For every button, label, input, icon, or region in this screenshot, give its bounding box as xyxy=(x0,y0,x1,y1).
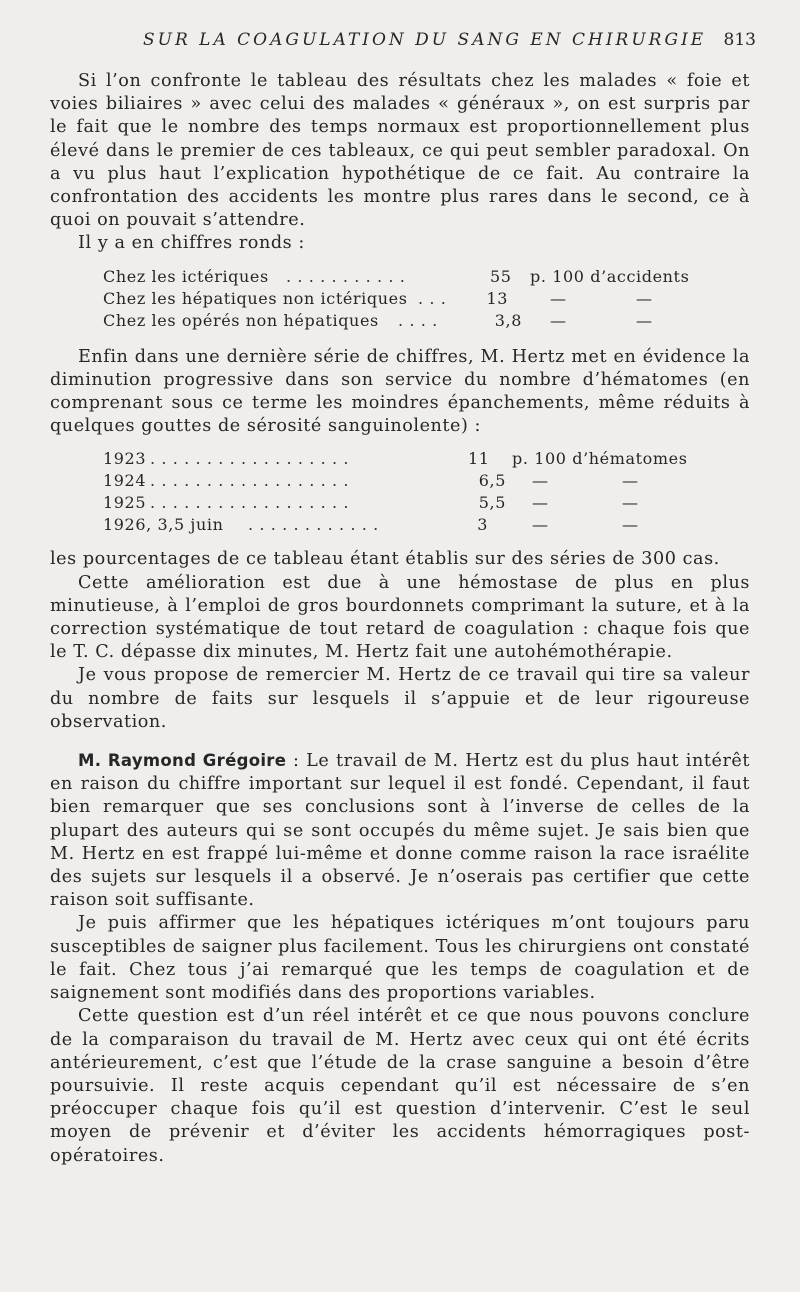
running-header xyxy=(0,30,800,52)
paragraph-1: Si l’on confronte le tableau des résultats chez les malades « foie et voies biliaires » avec celui des malades « généraux », on est surpris par le fait que le nombre des temps normaux est proportionnellement plus élevé dans le premier de ces tableaux, ce qui peut sembler paradoxal. On a vu plus haut l’explication hypothétique de ce fait. Au contraire la confrontation des accidents les montre plus rares dans le second, ce à quoi on pouvait s’attendre. xyxy=(50,71,750,231)
table-row xyxy=(50,470,750,492)
paragraph-6: Je vous propose de remercier M. Hertz de ce travail qui tire sa valeur du nombre de faits sur lesquels il s’appuie et de leur rigoureuse observation. xyxy=(50,665,750,732)
table-row xyxy=(50,448,750,470)
row-unit: p. 100 d’hématomes xyxy=(512,449,688,469)
row-value: 6,5 xyxy=(478,471,506,491)
row-dash: — xyxy=(622,515,639,535)
row-label: Chez les hépatiques non ictériques xyxy=(103,288,408,308)
row-unit: — xyxy=(550,288,567,308)
row-unit: — xyxy=(532,471,549,491)
speaker-name: M. Raymond Grégoire xyxy=(78,751,287,771)
table-row xyxy=(50,492,750,514)
table-row xyxy=(50,514,750,536)
leader-dots: . . . . . . . . . . . . . . . . . . xyxy=(150,493,350,513)
hematomes-table xyxy=(50,448,750,536)
paragraph-3: Enfin dans une dernière série de chiffres, M. Hertz met en évidence la diminution progressive dans son service du nombre d’hématomes (en comprenant sous ce terme les moindres épanchements, même réduits à quelques gouttes de sérosité sanguinolente) : xyxy=(50,346,750,437)
row-value: 55 xyxy=(490,266,512,286)
leader-dots: . . . . xyxy=(398,310,438,330)
leader-dots: . . . . . . . . . . . . . . . . . . xyxy=(150,449,350,469)
row-unit: — xyxy=(532,515,549,535)
table-row xyxy=(50,310,750,332)
paragraph-8: Je puis affirmer que les hépatiques ictériques m’ont toujours paru susceptibles de saigner plus facilement. Tous les chirurgiens ont constaté le fait. Chez tous j’ai remarqué que les temps de coagulation et de saignement sont modifiés dans des proportions variables. xyxy=(50,913,750,1004)
paragraph-9: Cette question est d’un réel intérêt et ce que nous pouvons conclure de la comparaison du travail de M. Hertz avec ceux qui ont été écrits antérieurement, c’est que l’étude de la crase sanguine a besoin d’être poursuivie. Il reste acquis cependant qu’il est nécessaire de s’en préoccuper chaque fois qu’il est question d’intervenir. C’est le seul moyen de prévenir et d’éviter les accidents hémorragiques post-opératoires. xyxy=(50,1006,750,1166)
row-label: Chez les ictériques xyxy=(103,266,269,286)
row-label: 1925 xyxy=(103,493,147,513)
row-unit: p. 100 d’accidents xyxy=(530,266,690,286)
leader-dots: . . . . . . . . . . . xyxy=(286,266,406,286)
row-unit: — xyxy=(550,310,567,330)
row-dash: — xyxy=(622,493,639,513)
row-dash: — xyxy=(622,471,639,491)
row-value: 5,5 xyxy=(478,493,506,513)
running-title: SUR LA COAGULATION DU SANG EN CHIRURGIE xyxy=(143,30,707,50)
row-label: 1924 xyxy=(103,471,147,491)
row-label: Chez les opérés non hépatiques xyxy=(103,310,379,330)
section-gap xyxy=(50,734,750,749)
row-value: 3 xyxy=(477,515,488,535)
accidents-table xyxy=(50,266,750,332)
row-unit: — xyxy=(532,493,549,513)
table-row xyxy=(50,288,750,310)
article-body xyxy=(50,70,750,1168)
paragraph-2: Il y a en chiffres ronds : xyxy=(78,233,305,254)
row-value: 13 xyxy=(486,288,508,308)
table-row xyxy=(50,266,750,288)
row-value: 3,8 xyxy=(494,310,522,330)
row-value: 11 xyxy=(468,449,490,469)
paragraph-5: Cette amélioration est due à une hémostase de plus en plus minutieuse, à l’emploi de gros bourdonnets comprimant la suture, et à la correction systématique de tout retard de coagulation : chaque fois que le T. C. dépasse dix minutes, M. Hertz fait une autohémothérapie. xyxy=(50,572,750,663)
paragraph-4: les pourcentages de ce tableau étant établis sur des séries de 300 cas. xyxy=(50,549,720,570)
row-dash: — xyxy=(636,288,653,308)
leader-dots: . . . . . . . . . . . . xyxy=(248,515,379,535)
leader-dots: . . . xyxy=(418,288,447,308)
row-label: 1926, 3,5 juin xyxy=(103,515,224,535)
paragraph-7 xyxy=(50,749,750,912)
row-label: 1923 xyxy=(103,449,147,469)
leader-dots: . . . . . . . . . . . . . . . . . . xyxy=(150,471,350,491)
paragraph-7-text: : Le travail de M. Hertz est du plus haut intérêt en raison du chiffre important sur lequel il est fondé. Cependant, il faut bien remarquer que ses conclusions sont à l’inverse de celles de la plupart des auteurs qui se sont occupés du même sujet. Je sais bien que M. Hertz en est frappé lui-même et donne comme raison la race israélite des sujets sur lesquels il a observé. Je n’oserais pas certifier que cette raison soit suffisante. xyxy=(50,751,750,911)
page-number: 813 xyxy=(723,30,756,50)
row-dash: — xyxy=(636,310,653,330)
